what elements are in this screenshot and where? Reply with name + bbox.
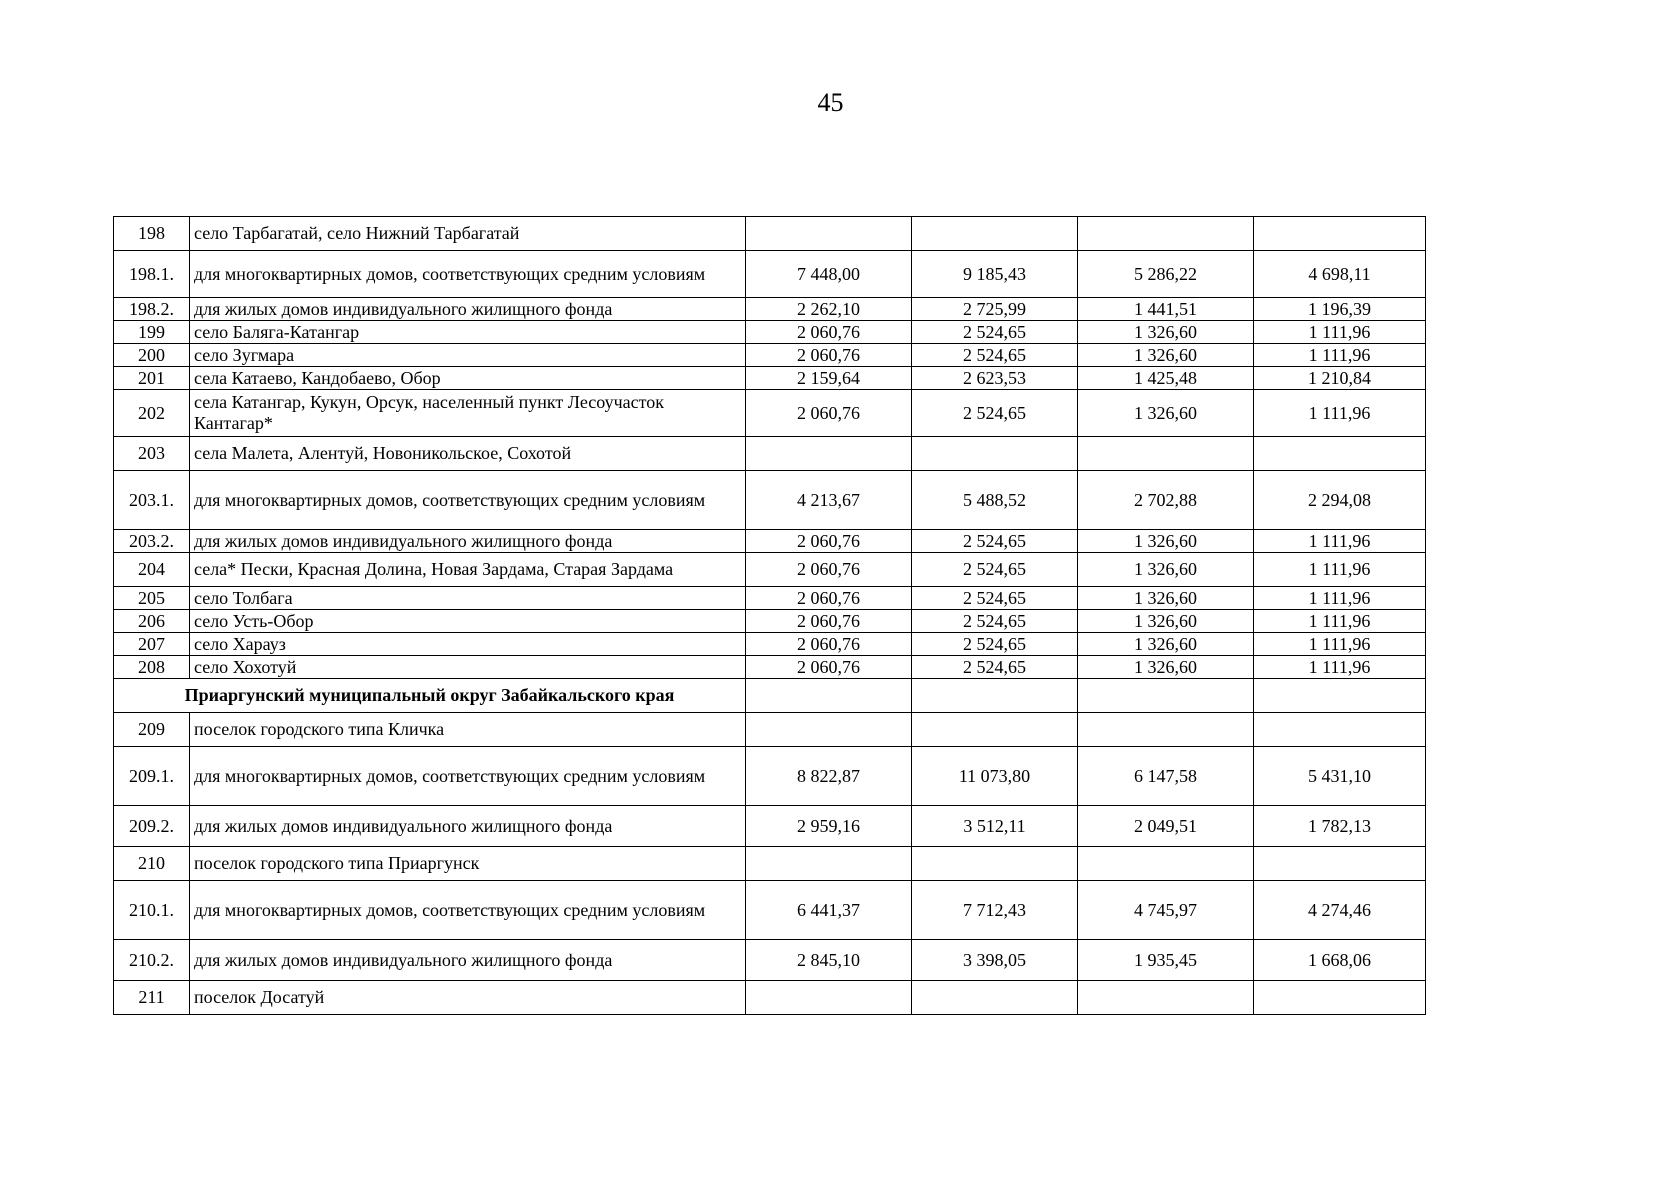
- value-cell-4: 1 782,13: [1254, 806, 1426, 847]
- value-cell-2: 3 512,11: [912, 806, 1078, 847]
- value-cell-4: 1 111,96: [1254, 390, 1426, 437]
- table-row: [114, 471, 1426, 530]
- value-cell-4: [1254, 981, 1426, 1015]
- value-cell-4: [1254, 847, 1426, 881]
- value-cell-2: 5 488,52: [912, 471, 1078, 530]
- table-row: [114, 633, 1426, 656]
- settlement-name: села Малета, Алентуй, Новоникольское, Сохотой: [190, 437, 746, 471]
- value-cell-2: [912, 847, 1078, 881]
- value-cell-3: 1 326,60: [1078, 530, 1254, 553]
- value-cell-4: 1 668,06: [1254, 940, 1426, 981]
- settlement-name: для многоквартирных домов, соответствующих средним условиям: [190, 747, 746, 806]
- table-row: [114, 390, 1426, 437]
- settlement-name: село Хохотуй: [190, 656, 746, 679]
- settlement-name: для жилых домов индивидуального жилищного фонда: [190, 940, 746, 981]
- section-title: Приаргунский муниципальный округ Забайкальского края: [114, 679, 746, 713]
- settlement-name: села Катаево, Кандобаево, Обор: [190, 367, 746, 390]
- value-cell-1: 2 060,76: [746, 530, 912, 553]
- value-cell-1: [746, 981, 912, 1015]
- value-cell-2: 2 524,65: [912, 610, 1078, 633]
- table-row: [114, 806, 1426, 847]
- value-cell-3: 4 745,97: [1078, 881, 1254, 940]
- table-row: [114, 553, 1426, 587]
- value-cell-1: [746, 217, 912, 251]
- value-cell-2: 2 524,65: [912, 587, 1078, 610]
- row-number: 203: [114, 437, 190, 471]
- settlement-name: село Толбага: [190, 587, 746, 610]
- tariff-table: [113, 216, 1426, 1015]
- value-cell-1: [746, 679, 912, 713]
- table-row: [114, 747, 1426, 806]
- value-cell-4: 1 111,96: [1254, 344, 1426, 367]
- row-number: 201: [114, 367, 190, 390]
- value-cell-2: 2 524,65: [912, 553, 1078, 587]
- row-number: 210.2.: [114, 940, 190, 981]
- table-row: [114, 251, 1426, 298]
- value-cell-3: 6 147,58: [1078, 747, 1254, 806]
- value-cell-3: 1 326,60: [1078, 321, 1254, 344]
- row-number: 198.2.: [114, 298, 190, 321]
- tariff-table-body: [114, 217, 1426, 1015]
- value-cell-1: [746, 437, 912, 471]
- table-row: [114, 713, 1426, 747]
- value-cell-3: 1 425,48: [1078, 367, 1254, 390]
- row-number: 202: [114, 390, 190, 437]
- settlement-name: села* Пески, Красная Долина, Новая Зардама, Старая Зардама: [190, 553, 746, 587]
- value-cell-2: [912, 981, 1078, 1015]
- settlement-name: для многоквартирных домов, соответствующих средним условиям: [190, 251, 746, 298]
- value-cell-2: [912, 437, 1078, 471]
- settlement-name: села Катангар, Кукун, Орсук, населенный пункт Лесоучасток Кантагар*: [190, 390, 746, 437]
- value-cell-2: 3 398,05: [912, 940, 1078, 981]
- section-header-row: [114, 679, 1426, 713]
- table-row: [114, 367, 1426, 390]
- value-cell-4: 1 111,96: [1254, 610, 1426, 633]
- value-cell-4: 1 111,96: [1254, 633, 1426, 656]
- value-cell-3: 5 286,22: [1078, 251, 1254, 298]
- value-cell-4: 2 294,08: [1254, 471, 1426, 530]
- value-cell-2: [912, 713, 1078, 747]
- value-cell-3: 1 326,60: [1078, 587, 1254, 610]
- value-cell-1: 2 060,76: [746, 587, 912, 610]
- table-row: [114, 217, 1426, 251]
- settlement-name: для многоквартирных домов, соответствующих средним условиям: [190, 881, 746, 940]
- row-number: 211: [114, 981, 190, 1015]
- row-number: 205: [114, 587, 190, 610]
- value-cell-1: 2 060,76: [746, 633, 912, 656]
- value-cell-1: 2 959,16: [746, 806, 912, 847]
- row-number: 198.1.: [114, 251, 190, 298]
- value-cell-4: 1 196,39: [1254, 298, 1426, 321]
- value-cell-1: [746, 713, 912, 747]
- value-cell-3: [1078, 847, 1254, 881]
- row-number: 209.1.: [114, 747, 190, 806]
- value-cell-4: 1 111,96: [1254, 321, 1426, 344]
- settlement-name: для жилых домов индивидуального жилищного фонда: [190, 806, 746, 847]
- value-cell-2: 2 623,53: [912, 367, 1078, 390]
- value-cell-4: 4 698,11: [1254, 251, 1426, 298]
- settlement-name: село Харауз: [190, 633, 746, 656]
- value-cell-1: 4 213,67: [746, 471, 912, 530]
- value-cell-3: 1 441,51: [1078, 298, 1254, 321]
- row-number: 203.1.: [114, 471, 190, 530]
- value-cell-3: [1078, 437, 1254, 471]
- value-cell-3: 1 326,60: [1078, 553, 1254, 587]
- value-cell-4: [1254, 679, 1426, 713]
- value-cell-1: 7 448,00: [746, 251, 912, 298]
- row-number: 203.2.: [114, 530, 190, 553]
- value-cell-2: 9 185,43: [912, 251, 1078, 298]
- row-number: 198: [114, 217, 190, 251]
- value-cell-2: 2 725,99: [912, 298, 1078, 321]
- value-cell-4: 4 274,46: [1254, 881, 1426, 940]
- value-cell-3: 1 326,60: [1078, 344, 1254, 367]
- settlement-name: село Зугмара: [190, 344, 746, 367]
- settlement-name: село Баляга-Катангар: [190, 321, 746, 344]
- value-cell-4: [1254, 437, 1426, 471]
- value-cell-4: 1 210,84: [1254, 367, 1426, 390]
- value-cell-1: 2 060,76: [746, 610, 912, 633]
- value-cell-3: 2 049,51: [1078, 806, 1254, 847]
- settlement-name: село Усть-Обор: [190, 610, 746, 633]
- settlement-name: поселок Досатуй: [190, 981, 746, 1015]
- table-row: [114, 610, 1426, 633]
- table-row: [114, 656, 1426, 679]
- value-cell-4: 1 111,96: [1254, 587, 1426, 610]
- table-row: [114, 298, 1426, 321]
- row-number: 199: [114, 321, 190, 344]
- value-cell-4: 1 111,96: [1254, 530, 1426, 553]
- table-row: [114, 587, 1426, 610]
- settlement-name: для жилых домов индивидуального жилищного фонда: [190, 530, 746, 553]
- row-number: 208: [114, 656, 190, 679]
- table-row: [114, 437, 1426, 471]
- row-number: 200: [114, 344, 190, 367]
- value-cell-2: 2 524,65: [912, 530, 1078, 553]
- row-number: 207: [114, 633, 190, 656]
- value-cell-2: [912, 217, 1078, 251]
- value-cell-2: 2 524,65: [912, 390, 1078, 437]
- table-row: [114, 847, 1426, 881]
- table-row: [114, 940, 1426, 981]
- value-cell-3: 1 326,60: [1078, 610, 1254, 633]
- table-row: [114, 530, 1426, 553]
- value-cell-3: 1 935,45: [1078, 940, 1254, 981]
- value-cell-2: 2 524,65: [912, 344, 1078, 367]
- value-cell-1: 2 060,76: [746, 344, 912, 367]
- value-cell-2: 2 524,65: [912, 633, 1078, 656]
- value-cell-4: [1254, 713, 1426, 747]
- page-number: 45: [817, 88, 844, 117]
- row-number: 209.2.: [114, 806, 190, 847]
- table-row: [114, 321, 1426, 344]
- row-number: 206: [114, 610, 190, 633]
- settlement-name: для многоквартирных домов, соответствующих средним условиям: [190, 471, 746, 530]
- row-number: 204: [114, 553, 190, 587]
- value-cell-1: 2 845,10: [746, 940, 912, 981]
- value-cell-1: 2 262,10: [746, 298, 912, 321]
- settlement-name: для жилых домов индивидуального жилищного фонда: [190, 298, 746, 321]
- value-cell-4: [1254, 217, 1426, 251]
- value-cell-1: 8 822,87: [746, 747, 912, 806]
- table-row: [114, 881, 1426, 940]
- value-cell-2: 2 524,65: [912, 321, 1078, 344]
- value-cell-4: 1 111,96: [1254, 656, 1426, 679]
- settlement-name: поселок городского типа Кличка: [190, 713, 746, 747]
- value-cell-1: 2 060,76: [746, 553, 912, 587]
- value-cell-1: 2 060,76: [746, 321, 912, 344]
- value-cell-2: 11 073,80: [912, 747, 1078, 806]
- value-cell-3: [1078, 679, 1254, 713]
- value-cell-2: [912, 679, 1078, 713]
- value-cell-3: 1 326,60: [1078, 633, 1254, 656]
- value-cell-4: 5 431,10: [1254, 747, 1426, 806]
- value-cell-2: 7 712,43: [912, 881, 1078, 940]
- value-cell-3: [1078, 217, 1254, 251]
- value-cell-1: 2 159,64: [746, 367, 912, 390]
- row-number: 209: [114, 713, 190, 747]
- row-number: 210: [114, 847, 190, 881]
- settlement-name: поселок городского типа Приаргунск: [190, 847, 746, 881]
- value-cell-3: 1 326,60: [1078, 390, 1254, 437]
- table-row: [114, 981, 1426, 1015]
- table-row: [114, 344, 1426, 367]
- value-cell-3: 2 702,88: [1078, 471, 1254, 530]
- settlement-name: село Тарбагатай, село Нижний Тарбагатай: [190, 217, 746, 251]
- value-cell-1: 6 441,37: [746, 881, 912, 940]
- value-cell-1: 2 060,76: [746, 390, 912, 437]
- row-number: 210.1.: [114, 881, 190, 940]
- value-cell-4: 1 111,96: [1254, 553, 1426, 587]
- value-cell-3: [1078, 713, 1254, 747]
- value-cell-1: 2 060,76: [746, 656, 912, 679]
- value-cell-3: [1078, 981, 1254, 1015]
- value-cell-1: [746, 847, 912, 881]
- value-cell-3: 1 326,60: [1078, 656, 1254, 679]
- value-cell-2: 2 524,65: [912, 656, 1078, 679]
